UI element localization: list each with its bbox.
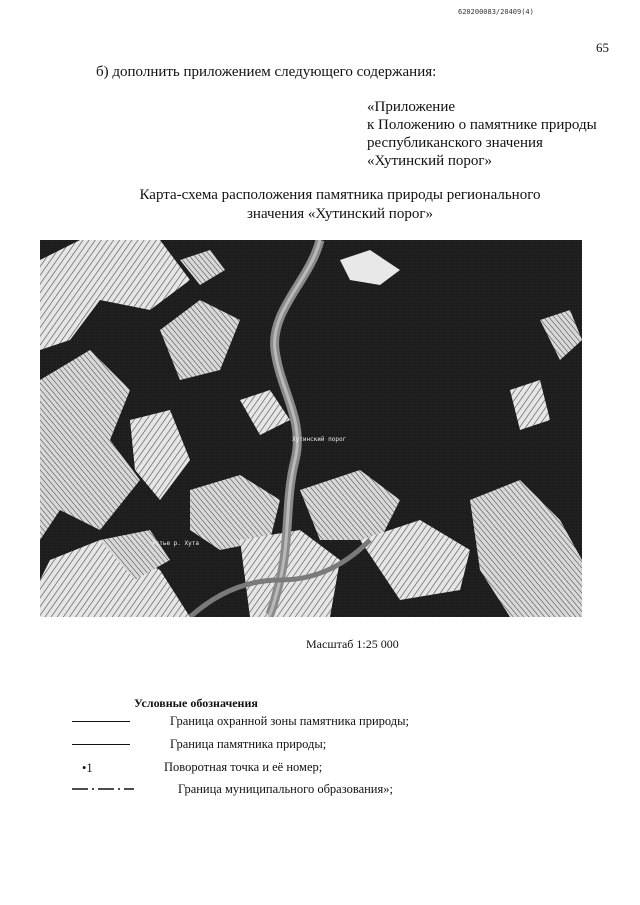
intro-text: б) дополнить приложением следующего содержания: bbox=[96, 64, 437, 80]
map-title bbox=[120, 186, 560, 224]
legend-item-turning-point bbox=[0, 758, 640, 778]
appendix-line-3: республиканского значения bbox=[367, 135, 543, 151]
legend-item-monument-boundary bbox=[0, 735, 640, 755]
dot-icon: • bbox=[82, 761, 87, 775]
document-id: 620200083/20409(4) bbox=[458, 8, 534, 16]
legend-item-municipal-boundary bbox=[0, 780, 640, 800]
legend-title: Условные обозначения bbox=[134, 696, 258, 710]
map-image bbox=[40, 240, 582, 617]
legend-label: Граница муниципального образования»; bbox=[178, 782, 393, 796]
appendix-heading bbox=[367, 98, 597, 170]
map-title-line-2: значения «Хутинский порог» bbox=[247, 206, 433, 222]
page-number: 65 bbox=[596, 40, 609, 55]
turning-point-symbol bbox=[82, 761, 93, 776]
legend-item-protection-zone bbox=[0, 712, 640, 732]
legend-label: Граница памятника природы; bbox=[170, 737, 327, 751]
legend-label: Граница охранной зоны памятника природы; bbox=[170, 714, 410, 728]
dash-dot-line-symbol bbox=[72, 786, 134, 792]
solid-line-symbol bbox=[72, 744, 130, 745]
topographic-map bbox=[40, 240, 582, 617]
solid-line-symbol bbox=[72, 721, 130, 722]
turning-point-number: 1 bbox=[86, 761, 93, 775]
appendix-line-2: к Положению о памятнике природы bbox=[367, 117, 597, 133]
appendix-line-4: «Хутинский порог» bbox=[367, 153, 493, 169]
map-label-left: Устье р. Хута bbox=[152, 540, 199, 547]
appendix-line-1: «Приложение bbox=[367, 99, 456, 115]
map-title-line-1: Карта-схема расположения памятника природы регионального bbox=[139, 187, 541, 203]
map-scale: Масштаб 1:25 000 bbox=[306, 637, 399, 651]
map-label-center: Хутинский порог bbox=[292, 436, 347, 443]
legend-label: Поворотная точка и её номер; bbox=[164, 760, 323, 774]
